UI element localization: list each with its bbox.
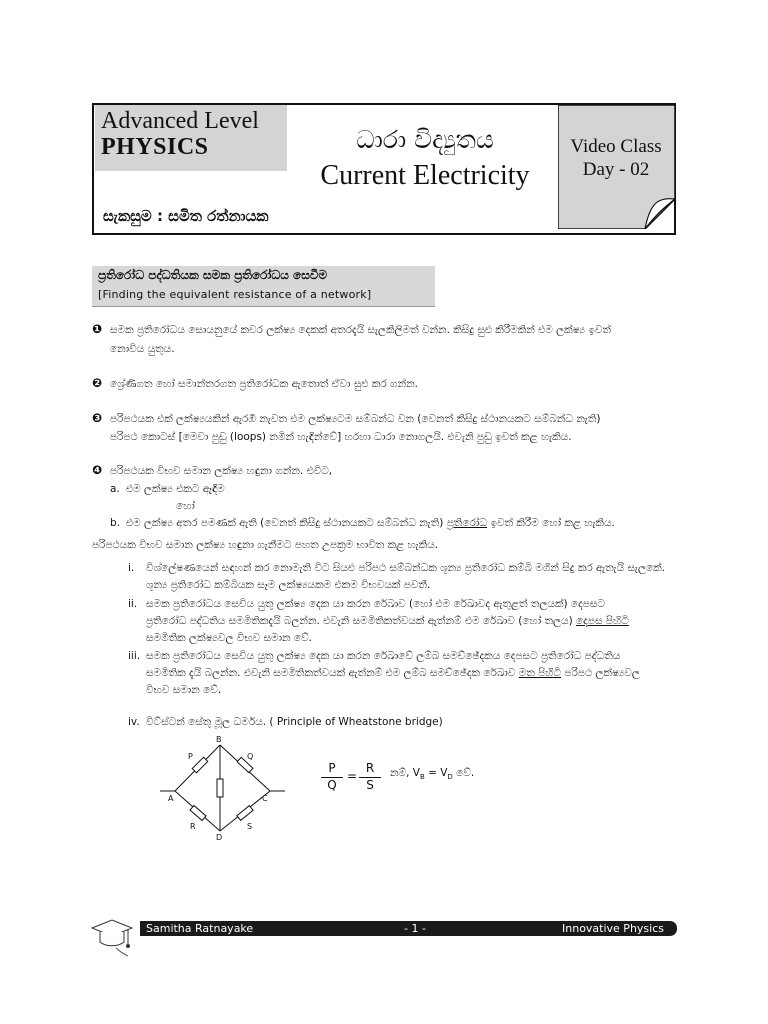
wheatstone-bridge-diagram xyxy=(155,733,295,843)
method-ii-marker: ii. xyxy=(128,598,138,610)
method-i-line-1: විශ්ලේෂණයෙන් සඳහන් කර නොමැති විට සියළු පරිපථ සම්බන්ධක ශූන්‍ය ප්‍රතිරෝධ කම්බි මගින් සිදු කර ඇතැයි සැලකේ. xyxy=(146,562,666,574)
resistor-q-label: Q xyxy=(247,752,254,761)
method-iv-text: විට්ස්ටන් සේතු මූල ධර්මය. ( Principle of Wheatstone bridge) xyxy=(146,716,443,728)
method-ii-line-3: සමමිතික ලක්ෂ්‍යවල විභව සමාන වේ. xyxy=(146,632,312,644)
point-1-line-2: නොවිය යුතුය. xyxy=(110,343,175,355)
point-2-line-1: ශ්‍රේණිගත හෝ සමාන්තරගත ප්‍රතිරෝධක ඇතොත් ඒවා සුළු කර ගන්න. xyxy=(110,378,418,390)
lesson-title-english: Current Electricity xyxy=(320,160,530,191)
node-c-label: C xyxy=(262,794,268,803)
point-4-or: හෝ xyxy=(176,500,195,512)
formula-equals: = xyxy=(346,769,358,783)
video-class-label: Video Class xyxy=(570,136,662,157)
method-iii-line-3: විභව සමාන වේ. xyxy=(146,684,222,696)
method-iii-line-2: සමමිතික දැයි බලන්න. එවැනි සමමිතිකත්වයක් ඇත්නම් එම ලම්බ සමච්ඡේදක රේඛාව මත පිහිටි පරිපථ ලක්ෂ්‍යවල xyxy=(146,667,640,679)
bullet-4: ❹ xyxy=(92,463,103,477)
resistor-r-label: R xyxy=(190,822,196,831)
point-3-line-2: පරිපථ කොටස් [මෙවා පුඩු (loops) නමින් හැඳින්වේ] හරහා ධාරා නොගලයි. එවැනි පුඩු ඉවත් කළ හැකිය. xyxy=(110,431,572,443)
method-iv-marker: iv. xyxy=(128,716,140,728)
method-i-line-2: ශූන්‍ය ප්‍රතිරෝධ කම්බියක සෑම ලක්ෂ්‍යයකම එකම විභවයක් පවතී. xyxy=(146,579,431,591)
node-d-label: D xyxy=(216,833,223,842)
methods-intro: පරිපථයක විභව සමාන ලක්ෂ්‍ය හඳුනා ගැනීමට පහත උපක්‍රම භාවිත කළ හැකිය. xyxy=(92,539,439,551)
node-b-label: B xyxy=(216,735,222,744)
point-4-a-text: එම ලක්ෂ්‍ය එකට ඈඳීම xyxy=(126,483,225,495)
point-4-b-marker: b. xyxy=(110,517,121,529)
graduation-cap-icon xyxy=(88,912,134,958)
point-1-line-1: සමක ප්‍රතිරෝධය සොයනුයේ කවර ලක්ෂ්‍ය දෙකක් අතරදැයි සැලකිලිමත් වන්න. කිසිදු සුළු කිරීමකින් එම ලක්ෂ්‍ය ඉවත් xyxy=(110,324,611,336)
author-credit: සැකසුම : සමිත රත්නායක xyxy=(103,207,269,225)
node-a-label: A xyxy=(168,794,174,803)
method-iii-marker: iii. xyxy=(128,650,141,662)
method-iii-line-1: සමක ප්‍රතිරෝධය සෙවිය යුතු ලක්ෂ්‍ය දෙක යා කරන රේඛාවේ ලම්බ සමච්ඡේදකය දෙපසට ප්‍රතිරෝධ පද්ධතිය xyxy=(146,650,621,662)
method-ii-line-2: ප්‍රතිරෝධ පද්ධතිය සමමිතිකදැයි බලන්න. එවැනි සමමිතිකත්වයක් ඇත්නම් එම රේඛාව (හෝ තලය) දෙපස පිහිටි xyxy=(146,615,629,627)
resistor-p-label: P xyxy=(188,752,193,761)
formula-numerator-2: R xyxy=(365,761,375,775)
section-title-english: [Finding the equivalent resistance of a network] xyxy=(98,288,372,301)
subject-title: PHYSICS xyxy=(101,134,209,160)
footer-author: Samitha Ratnayake xyxy=(146,922,254,935)
method-i-marker: i. xyxy=(128,562,135,574)
page-number: - 1 - xyxy=(404,922,426,935)
footer-brand: Innovative Physics xyxy=(562,922,664,935)
point-4-line-1: පරිපථයක විභව සමාන ලක්ෂ්‍ය හඳුනා ගන්න. එවිට, xyxy=(110,465,333,477)
section-title-sinhala: ප්‍රතිරෝධ පද්ධතියක සමක ප්‍රතිරෝධය සෙවීම xyxy=(98,268,328,282)
formula-condition: නම්, $V_B = V_D$ වේ. xyxy=(390,767,475,782)
resistor-s-label: S xyxy=(247,822,253,831)
lesson-title-sinhala: ධාරා විද්‍යුතය xyxy=(356,125,494,154)
bullet-2: ❷ xyxy=(92,376,103,390)
formula-denominator-1: Q xyxy=(327,778,337,792)
bullet-3: ❸ xyxy=(92,411,103,425)
day-label: Day - 02 xyxy=(582,159,650,180)
point-3-line-1: පරිපථයක එක් ලක්ෂ්‍යයකින් ඇරඹී නැවත එම ලක්ෂ්‍යටම සම්බන්ධ වන (වෙනත් කිසිදු ස්ථානයකට සම්බන්ධ නැති) xyxy=(110,413,601,425)
point-4-a-marker: a. xyxy=(110,483,120,495)
bullet-1: ❶ xyxy=(92,322,103,336)
level-title: Advanced Level xyxy=(101,108,259,134)
point-4-b-text: එම ලක්ෂ්‍ය අතර පමණක් ඇති (වෙනත් කිසිදු ස්ථානයකට සම්බන්ධ නැති) ප්‍රතිරෝධ ඉවත් කිරීම හෝ කළ හැකිය. xyxy=(126,517,615,529)
formula-numerator-1: P xyxy=(328,761,336,775)
method-ii-line-1: සමක ප්‍රතිරෝධය සෙවිය යුතු ලක්ෂ්‍ය දෙක යා කරන රේඛාව (හෝ එම රේඛාවද ඇතුළත් තලයක්) දෙපසට xyxy=(146,598,605,610)
formula-denominator-2: S xyxy=(366,778,374,792)
